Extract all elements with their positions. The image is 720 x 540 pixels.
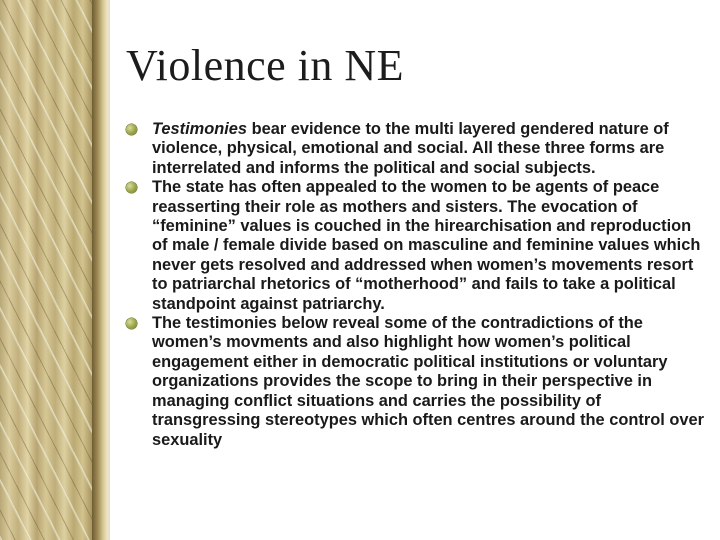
decorative-border-edge (92, 0, 108, 540)
bullet-list (126, 120, 710, 450)
bullet-icon (126, 318, 137, 329)
bullet-item (126, 178, 710, 314)
bullet-text: The testimonies below reveal some of the contradictions of the women’s movments and also highlight how women’s political engagement either in democratic political institutions or voluntary organizations provides the scope to bring in their perspective in managing conflict situations and carries the possibility of transgressing stereotypes which often centres around the control over sexuality (152, 314, 704, 449)
bullet-icon (126, 182, 137, 193)
decorative-gold-border (0, 0, 92, 540)
bullet-icon (126, 124, 137, 135)
slide-title: Violence in NE (126, 41, 405, 90)
bullet-lead-italic: Testimonies (152, 120, 248, 138)
decorative-border-highlight (108, 0, 110, 540)
bullet-item (126, 314, 710, 450)
bullet-text: bear evidence to the multi layered gendered nature of violence, physical, emotional and social. All these three forms are interrelated and informs the political and social subjects. (152, 120, 669, 177)
bullet-text: The state has often appealed to the women to be agents of peace reasserting their role as mothers and sisters. The evocation of “feminine” values is couched in the hirearchisation and reproduction of male / female divide based on masculine and feminine values which never gets resolved and addressed when women’s movements resort to patriarchal rhetorics of “motherhood” and fails to take a political standpoint against patriarchy. (152, 178, 701, 313)
bullet-item (126, 120, 710, 178)
